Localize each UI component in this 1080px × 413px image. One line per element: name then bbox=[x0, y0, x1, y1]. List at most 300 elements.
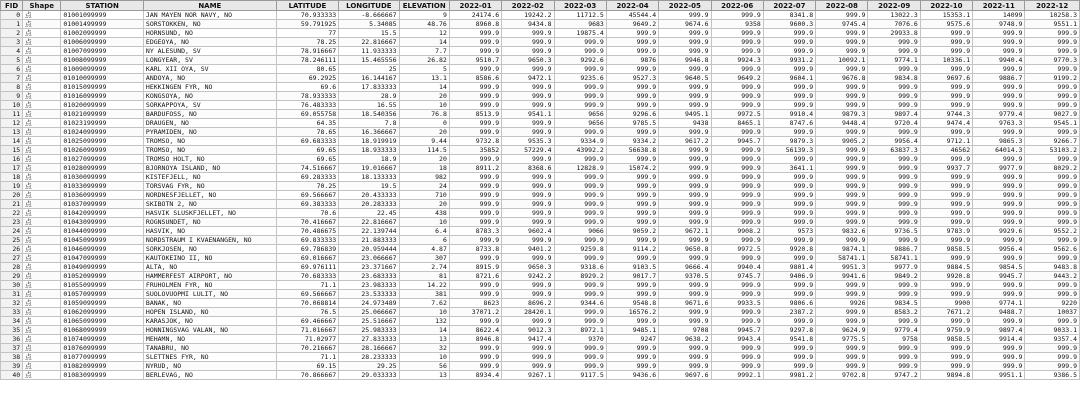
cell-2022-10[interactable]: 999.9 bbox=[920, 200, 972, 209]
cell-station[interactable]: 01052099999 bbox=[61, 272, 144, 281]
cell-2022-07[interactable]: 9806.6 bbox=[763, 299, 815, 308]
cell-2022-07[interactable]: 9920.8 bbox=[763, 245, 815, 254]
cell-2022-05[interactable]: 999.9 bbox=[659, 218, 711, 227]
cell-shape[interactable]: 点 bbox=[23, 272, 61, 281]
cell-2022-03[interactable]: 999.9 bbox=[554, 290, 606, 299]
cell-2022-10[interactable]: 9884.5 bbox=[920, 263, 972, 272]
cell-name[interactable]: FRUHOLMEN FYR, NO bbox=[143, 281, 276, 290]
table-row[interactable] bbox=[1, 137, 1080, 146]
cell-2022-12[interactable]: 999.9 bbox=[1025, 281, 1080, 290]
cell-2022-04[interactable]: 9103.5 bbox=[606, 263, 658, 272]
cell-elevation[interactable]: 12 bbox=[399, 29, 449, 38]
cell-2022-07[interactable]: 999.9 bbox=[763, 218, 815, 227]
cell-2022-01[interactable]: 8733.8 bbox=[449, 245, 501, 254]
cell-longitude[interactable]: 11.933333 bbox=[339, 47, 399, 56]
cell-2022-01[interactable]: 999.9 bbox=[449, 38, 501, 47]
cell-station[interactable]: 01036099999 bbox=[61, 191, 144, 200]
cell-elevation[interactable]: 9 bbox=[399, 11, 449, 20]
cell-2022-04[interactable]: 999.9 bbox=[606, 191, 658, 200]
cell-elevation[interactable]: 14 bbox=[399, 326, 449, 335]
cell-2022-02[interactable]: 999.9 bbox=[502, 290, 554, 299]
cell-2022-03[interactable]: 9656 bbox=[554, 110, 606, 119]
cell-name[interactable]: SORKJOSEN, NO bbox=[143, 245, 276, 254]
cell-fid[interactable]: 3 bbox=[1, 38, 23, 47]
cell-2022-10[interactable]: 999.9 bbox=[920, 344, 972, 353]
cell-2022-12[interactable]: 999.9 bbox=[1025, 38, 1080, 47]
cell-2022-05[interactable]: 999.9 bbox=[659, 11, 711, 20]
cell-2022-09[interactable]: 999.9 bbox=[868, 38, 920, 47]
cell-2022-08[interactable]: 9874.1 bbox=[816, 245, 868, 254]
cell-station[interactable]: 01062099999 bbox=[61, 308, 144, 317]
cell-name[interactable]: KAUTOKEINO II, NO bbox=[143, 254, 276, 263]
cell-2022-05[interactable]: 999.9 bbox=[659, 164, 711, 173]
cell-2022-12[interactable]: 999.9 bbox=[1025, 362, 1080, 371]
cell-2022-05[interactable]: 999.9 bbox=[659, 281, 711, 290]
cell-2022-01[interactable]: 8623 bbox=[449, 299, 501, 308]
cell-2022-01[interactable]: 8934.4 bbox=[449, 371, 501, 380]
cell-elevation[interactable]: 13 bbox=[399, 371, 449, 380]
cell-2022-05[interactable]: 9650.8 bbox=[659, 245, 711, 254]
cell-station[interactable]: 01021099999 bbox=[61, 110, 144, 119]
cell-elevation[interactable]: 81 bbox=[399, 272, 449, 281]
cell-2022-06[interactable]: 9940.4 bbox=[711, 263, 763, 272]
cell-2022-02[interactable]: 999.9 bbox=[502, 173, 554, 182]
cell-2022-07[interactable]: 9573 bbox=[763, 227, 815, 236]
table-row[interactable] bbox=[1, 155, 1080, 164]
cell-2022-02[interactable]: 999.9 bbox=[502, 236, 554, 245]
cell-elevation[interactable]: 7.7 bbox=[399, 47, 449, 56]
cell-2022-04[interactable]: 999.9 bbox=[606, 317, 658, 326]
cell-2022-07[interactable]: 999.9 bbox=[763, 281, 815, 290]
cell-2022-11[interactable]: 999.9 bbox=[973, 101, 1025, 110]
cell-name[interactable]: EDGEOYA, NO bbox=[143, 38, 276, 47]
cell-latitude[interactable]: 69.466667 bbox=[276, 317, 338, 326]
cell-2022-06[interactable]: 999.9 bbox=[711, 344, 763, 353]
cell-station[interactable]: 01024099999 bbox=[61, 128, 144, 137]
cell-station[interactable]: 01047099999 bbox=[61, 254, 144, 263]
cell-2022-11[interactable]: 999.9 bbox=[973, 83, 1025, 92]
cell-elevation[interactable]: 5 bbox=[399, 65, 449, 74]
cell-2022-05[interactable]: 999.9 bbox=[659, 92, 711, 101]
cell-elevation[interactable]: 982 bbox=[399, 173, 449, 182]
cell-2022-06[interactable]: 999.9 bbox=[711, 47, 763, 56]
cell-2022-07[interactable]: 9406.9 bbox=[763, 272, 815, 281]
cell-2022-01[interactable]: 9732.8 bbox=[449, 137, 501, 146]
cell-2022-01[interactable]: 24174.6 bbox=[449, 11, 501, 20]
cell-shape[interactable]: 点 bbox=[23, 110, 61, 119]
cell-2022-10[interactable]: 9937.7 bbox=[920, 164, 972, 173]
cell-2022-07[interactable]: 56139.3 bbox=[763, 146, 815, 155]
cell-2022-08[interactable]: 999.9 bbox=[816, 209, 868, 218]
cell-station[interactable]: 01042099999 bbox=[61, 209, 144, 218]
cell-2022-12[interactable]: 999.9 bbox=[1025, 128, 1080, 137]
cell-elevation[interactable]: 10 bbox=[399, 101, 449, 110]
cell-2022-08[interactable]: 9879.3 bbox=[816, 110, 868, 119]
cell-2022-03[interactable]: 12828.9 bbox=[554, 164, 606, 173]
cell-2022-02[interactable]: 999.9 bbox=[502, 38, 554, 47]
cell-name[interactable]: BANAK, NO bbox=[143, 299, 276, 308]
cell-2022-10[interactable]: 999.9 bbox=[920, 254, 972, 263]
cell-longitude[interactable]: 18.933333 bbox=[339, 146, 399, 155]
cell-fid[interactable]: 37 bbox=[1, 344, 23, 353]
cell-station[interactable]: 01028099999 bbox=[61, 164, 144, 173]
cell-shape[interactable]: 点 bbox=[23, 29, 61, 38]
cell-2022-04[interactable]: 9876 bbox=[606, 56, 658, 65]
cell-2022-08[interactable]: 999.9 bbox=[816, 173, 868, 182]
cell-2022-08[interactable]: 999.9 bbox=[816, 83, 868, 92]
cell-2022-12[interactable]: 999.9 bbox=[1025, 47, 1080, 56]
cell-latitude[interactable]: 71.1 bbox=[276, 281, 338, 290]
cell-elevation[interactable]: 20 bbox=[399, 128, 449, 137]
cell-elevation[interactable]: 26.82 bbox=[399, 56, 449, 65]
cell-2022-10[interactable]: 46562 bbox=[920, 146, 972, 155]
cell-latitude[interactable]: 69.383333 bbox=[276, 200, 338, 209]
cell-2022-06[interactable]: 999.9 bbox=[711, 182, 763, 191]
column-header-2022-10[interactable]: 2022-10 bbox=[920, 1, 972, 11]
cell-2022-03[interactable]: 9318.6 bbox=[554, 263, 606, 272]
cell-2022-05[interactable]: 999.9 bbox=[659, 38, 711, 47]
cell-fid[interactable]: 39 bbox=[1, 362, 23, 371]
cell-2022-08[interactable]: 999.9 bbox=[816, 11, 868, 20]
cell-2022-07[interactable]: 999.9 bbox=[763, 38, 815, 47]
cell-station[interactable]: 01055099999 bbox=[61, 281, 144, 290]
cell-longitude[interactable]: 18.133333 bbox=[339, 173, 399, 182]
cell-station[interactable]: 01016099999 bbox=[61, 92, 144, 101]
cell-2022-11[interactable]: 64014.3 bbox=[973, 146, 1025, 155]
table-row[interactable] bbox=[1, 209, 1080, 218]
table-row[interactable] bbox=[1, 164, 1080, 173]
cell-2022-02[interactable]: 19242.2 bbox=[502, 11, 554, 20]
cell-2022-04[interactable]: 999.9 bbox=[606, 155, 658, 164]
cell-2022-12[interactable]: 999.9 bbox=[1025, 218, 1080, 227]
cell-2022-11[interactable]: 999.9 bbox=[973, 362, 1025, 371]
cell-longitude[interactable]: 22.139744 bbox=[339, 227, 399, 236]
cell-2022-06[interactable]: 999.9 bbox=[711, 353, 763, 362]
cell-2022-02[interactable]: 9401.2 bbox=[502, 245, 554, 254]
cell-elevation[interactable]: 14 bbox=[399, 83, 449, 92]
cell-2022-01[interactable]: 999.9 bbox=[449, 128, 501, 137]
cell-2022-07[interactable]: 999.9 bbox=[763, 182, 815, 191]
column-header-fid[interactable]: FID bbox=[1, 1, 23, 11]
cell-2022-06[interactable]: 999.9 bbox=[711, 254, 763, 263]
cell-2022-09[interactable]: 999.9 bbox=[868, 362, 920, 371]
cell-fid[interactable]: 40 bbox=[1, 371, 23, 380]
cell-2022-09[interactable]: 999.9 bbox=[868, 236, 920, 245]
cell-name[interactable]: MEHAMN, NO bbox=[143, 335, 276, 344]
cell-fid[interactable]: 30 bbox=[1, 281, 23, 290]
cell-2022-06[interactable]: 999.9 bbox=[711, 362, 763, 371]
cell-2022-05[interactable]: 999.9 bbox=[659, 362, 711, 371]
cell-2022-06[interactable]: 999.9 bbox=[711, 146, 763, 155]
table-row[interactable] bbox=[1, 299, 1080, 308]
cell-2022-10[interactable]: 9894.8 bbox=[920, 371, 972, 380]
cell-fid[interactable]: 26 bbox=[1, 245, 23, 254]
cell-fid[interactable]: 25 bbox=[1, 236, 23, 245]
cell-longitude[interactable]: 29.25 bbox=[339, 362, 399, 371]
cell-2022-09[interactable]: 9720.4 bbox=[868, 119, 920, 128]
cell-2022-10[interactable]: 999.9 bbox=[920, 209, 972, 218]
cell-2022-02[interactable]: 8368.6 bbox=[502, 164, 554, 173]
cell-shape[interactable]: 点 bbox=[23, 335, 61, 344]
cell-elevation[interactable]: 9.44 bbox=[399, 137, 449, 146]
cell-2022-07[interactable]: 8341.8 bbox=[763, 11, 815, 20]
cell-elevation[interactable]: 132 bbox=[399, 317, 449, 326]
cell-2022-06[interactable]: 999.9 bbox=[711, 92, 763, 101]
cell-2022-05[interactable]: 9638.2 bbox=[659, 335, 711, 344]
cell-2022-08[interactable]: 999.9 bbox=[816, 218, 868, 227]
cell-station[interactable]: 01082099999 bbox=[61, 362, 144, 371]
cell-2022-01[interactable]: 8622.4 bbox=[449, 326, 501, 335]
cell-2022-11[interactable]: 9748.9 bbox=[973, 20, 1025, 29]
cell-fid[interactable]: 22 bbox=[1, 209, 23, 218]
cell-2022-10[interactable]: 9697.6 bbox=[920, 74, 972, 83]
table-row[interactable] bbox=[1, 29, 1080, 38]
cell-2022-03[interactable]: 999.9 bbox=[554, 47, 606, 56]
cell-2022-01[interactable]: 8915.9 bbox=[449, 263, 501, 272]
cell-2022-08[interactable]: 999.9 bbox=[816, 128, 868, 137]
cell-2022-01[interactable]: 999.9 bbox=[449, 182, 501, 191]
cell-2022-06[interactable]: 999.9 bbox=[711, 11, 763, 20]
cell-2022-03[interactable]: 999.9 bbox=[554, 209, 606, 218]
cell-2022-05[interactable]: 9672.1 bbox=[659, 227, 711, 236]
cell-2022-12[interactable]: 999.9 bbox=[1025, 344, 1080, 353]
cell-2022-09[interactable]: 999.9 bbox=[868, 92, 920, 101]
cell-2022-11[interactable]: 9940.4 bbox=[973, 56, 1025, 65]
cell-2022-09[interactable]: 13022.3 bbox=[868, 11, 920, 20]
cell-elevation[interactable]: 10 bbox=[399, 218, 449, 227]
cell-2022-12[interactable]: 9033.1 bbox=[1025, 326, 1080, 335]
cell-2022-06[interactable]: 8465.1 bbox=[711, 119, 763, 128]
cell-2022-04[interactable]: 999.9 bbox=[606, 47, 658, 56]
column-header-2022-07[interactable]: 2022-07 bbox=[763, 1, 815, 11]
column-header-2022-12[interactable]: 2022-12 bbox=[1025, 1, 1080, 11]
cell-2022-04[interactable]: 9785.5 bbox=[606, 119, 658, 128]
cell-2022-06[interactable]: 9908.2 bbox=[711, 227, 763, 236]
cell-name[interactable]: HAMMERFEST AIRPORT, NO bbox=[143, 272, 276, 281]
cell-2022-03[interactable]: 9292.6 bbox=[554, 56, 606, 65]
cell-station[interactable]: 01023199999 bbox=[61, 119, 144, 128]
table-row[interactable] bbox=[1, 110, 1080, 119]
cell-longitude[interactable]: 18.919919 bbox=[339, 137, 399, 146]
cell-2022-08[interactable]: 999.9 bbox=[816, 317, 868, 326]
table-row[interactable] bbox=[1, 290, 1080, 299]
table-row[interactable] bbox=[1, 20, 1080, 29]
cell-2022-10[interactable]: 999.9 bbox=[920, 182, 972, 191]
cell-2022-05[interactable]: 999.9 bbox=[659, 146, 711, 155]
cell-2022-08[interactable]: 9951.3 bbox=[816, 263, 868, 272]
cell-2022-07[interactable]: 999.9 bbox=[763, 317, 815, 326]
cell-station[interactable]: 01015099999 bbox=[61, 83, 144, 92]
cell-2022-08[interactable]: 999.9 bbox=[816, 308, 868, 317]
cell-2022-03[interactable]: 999.9 bbox=[554, 362, 606, 371]
cell-2022-12[interactable]: 9545.1 bbox=[1025, 119, 1080, 128]
cell-2022-10[interactable]: 999.9 bbox=[920, 128, 972, 137]
cell-name[interactable]: BARDUFOSS, NO bbox=[143, 110, 276, 119]
cell-2022-10[interactable]: 9744.3 bbox=[920, 110, 972, 119]
cell-shape[interactable]: 点 bbox=[23, 47, 61, 56]
table-row[interactable] bbox=[1, 371, 1080, 380]
cell-name[interactable]: SORKAPPOYA, SV bbox=[143, 101, 276, 110]
cell-2022-09[interactable]: 9834.5 bbox=[868, 299, 920, 308]
cell-elevation[interactable]: 4.87 bbox=[399, 245, 449, 254]
cell-2022-03[interactable]: 999.9 bbox=[554, 353, 606, 362]
cell-2022-08[interactable]: 999.9 bbox=[816, 236, 868, 245]
cell-2022-11[interactable]: 9774.1 bbox=[973, 299, 1025, 308]
cell-2022-05[interactable]: 9495.1 bbox=[659, 110, 711, 119]
cell-2022-04[interactable]: 45544.4 bbox=[606, 11, 658, 20]
cell-station[interactable]: 01074099999 bbox=[61, 335, 144, 344]
cell-2022-11[interactable]: 999.9 bbox=[973, 38, 1025, 47]
cell-2022-10[interactable]: 9575.6 bbox=[920, 20, 972, 29]
cell-2022-08[interactable]: 999.9 bbox=[816, 362, 868, 371]
cell-2022-03[interactable]: 999.9 bbox=[554, 182, 606, 191]
cell-2022-01[interactable]: 999.9 bbox=[449, 200, 501, 209]
cell-2022-06[interactable]: 999.9 bbox=[711, 128, 763, 137]
cell-latitude[interactable]: 69.566667 bbox=[276, 290, 338, 299]
cell-2022-03[interactable]: 8972.1 bbox=[554, 326, 606, 335]
cell-2022-08[interactable]: 999.9 bbox=[816, 164, 868, 173]
cell-2022-06[interactable]: 999.9 bbox=[711, 236, 763, 245]
cell-2022-11[interactable]: 9779.4 bbox=[973, 110, 1025, 119]
cell-2022-02[interactable]: 9267.1 bbox=[502, 371, 554, 380]
cell-longitude[interactable]: 16.144167 bbox=[339, 74, 399, 83]
cell-2022-07[interactable]: 999.9 bbox=[763, 65, 815, 74]
cell-2022-02[interactable]: 57229.4 bbox=[502, 146, 554, 155]
table-row[interactable] bbox=[1, 317, 1080, 326]
cell-shape[interactable]: 点 bbox=[23, 11, 61, 20]
cell-2022-08[interactable]: 999.9 bbox=[816, 182, 868, 191]
cell-shape[interactable]: 点 bbox=[23, 83, 61, 92]
cell-longitude[interactable]: 27.833333 bbox=[339, 335, 399, 344]
cell-2022-12[interactable]: 8029.2 bbox=[1025, 164, 1080, 173]
cell-2022-04[interactable]: 9527.3 bbox=[606, 74, 658, 83]
cell-2022-02[interactable]: 999.9 bbox=[502, 83, 554, 92]
cell-shape[interactable]: 点 bbox=[23, 56, 61, 65]
column-header-elevation[interactable]: ELEVATION bbox=[399, 1, 449, 11]
cell-2022-06[interactable]: 999.9 bbox=[711, 29, 763, 38]
cell-2022-05[interactable]: 999.9 bbox=[659, 209, 711, 218]
cell-fid[interactable]: 1 bbox=[1, 20, 23, 29]
cell-2022-01[interactable]: 999.9 bbox=[449, 317, 501, 326]
cell-2022-12[interactable]: 999.9 bbox=[1025, 191, 1080, 200]
cell-name[interactable]: HASVIK SLUSKFJELLET, NO bbox=[143, 209, 276, 218]
cell-2022-04[interactable]: 9114.2 bbox=[606, 245, 658, 254]
cell-2022-02[interactable]: 999.9 bbox=[502, 29, 554, 38]
cell-2022-04[interactable]: 9485.1 bbox=[606, 326, 658, 335]
cell-2022-06[interactable]: 9972.5 bbox=[711, 245, 763, 254]
cell-shape[interactable]: 点 bbox=[23, 254, 61, 263]
cell-2022-11[interactable]: 999.9 bbox=[973, 47, 1025, 56]
cell-name[interactable]: ANDOYA, NO bbox=[143, 74, 276, 83]
cell-2022-01[interactable]: 999.9 bbox=[449, 362, 501, 371]
table-row[interactable] bbox=[1, 74, 1080, 83]
cell-shape[interactable]: 点 bbox=[23, 191, 61, 200]
cell-latitude[interactable]: 69.566667 bbox=[276, 191, 338, 200]
cell-2022-11[interactable]: 9886.7 bbox=[973, 74, 1025, 83]
cell-2022-01[interactable]: 999.9 bbox=[449, 290, 501, 299]
cell-shape[interactable]: 点 bbox=[23, 308, 61, 317]
cell-2022-10[interactable]: 999.9 bbox=[920, 191, 972, 200]
cell-2022-10[interactable]: 9759.9 bbox=[920, 326, 972, 335]
cell-2022-09[interactable]: 9758 bbox=[868, 335, 920, 344]
cell-2022-08[interactable]: 999.9 bbox=[816, 281, 868, 290]
cell-2022-03[interactable]: 999.9 bbox=[554, 218, 606, 227]
cell-station[interactable]: 01027099999 bbox=[61, 155, 144, 164]
cell-2022-09[interactable]: 999.9 bbox=[868, 173, 920, 182]
cell-2022-06[interactable]: 9945.7 bbox=[711, 326, 763, 335]
cell-elevation[interactable]: 20 bbox=[399, 92, 449, 101]
cell-2022-10[interactable]: 9783.9 bbox=[920, 227, 972, 236]
cell-2022-02[interactable]: 8696.2 bbox=[502, 299, 554, 308]
table-row[interactable] bbox=[1, 245, 1080, 254]
cell-2022-03[interactable]: 999.9 bbox=[554, 317, 606, 326]
cell-elevation[interactable]: 18 bbox=[399, 164, 449, 173]
cell-2022-08[interactable]: 9745.4 bbox=[816, 20, 868, 29]
cell-2022-09[interactable]: 999.9 bbox=[868, 209, 920, 218]
cell-2022-09[interactable]: 9736.5 bbox=[868, 227, 920, 236]
cell-fid[interactable]: 12 bbox=[1, 119, 23, 128]
cell-2022-09[interactable]: 9834.8 bbox=[868, 74, 920, 83]
cell-2022-08[interactable]: 999.9 bbox=[816, 47, 868, 56]
cell-2022-07[interactable]: 9541.8 bbox=[763, 335, 815, 344]
cell-latitude[interactable]: 69.833333 bbox=[276, 236, 338, 245]
column-header-station[interactable]: STATION bbox=[61, 1, 144, 11]
table-row[interactable] bbox=[1, 308, 1080, 317]
cell-2022-07[interactable]: 999.9 bbox=[763, 83, 815, 92]
cell-2022-12[interactable]: 999.9 bbox=[1025, 200, 1080, 209]
cell-2022-01[interactable]: 999.9 bbox=[449, 65, 501, 74]
cell-shape[interactable]: 点 bbox=[23, 38, 61, 47]
cell-2022-01[interactable]: 8721.6 bbox=[449, 272, 501, 281]
cell-shape[interactable]: 点 bbox=[23, 209, 61, 218]
cell-2022-05[interactable]: 999.9 bbox=[659, 254, 711, 263]
cell-2022-02[interactable]: 999.9 bbox=[502, 101, 554, 110]
cell-fid[interactable]: 23 bbox=[1, 218, 23, 227]
cell-2022-12[interactable]: 9357.4 bbox=[1025, 335, 1080, 344]
cell-2022-11[interactable]: 9945.7 bbox=[973, 272, 1025, 281]
cell-latitude[interactable]: 70.866667 bbox=[276, 371, 338, 380]
cell-2022-04[interactable]: 999.9 bbox=[606, 281, 658, 290]
cell-latitude[interactable]: 64.35 bbox=[276, 119, 338, 128]
cell-fid[interactable]: 24 bbox=[1, 227, 23, 236]
cell-fid[interactable]: 0 bbox=[1, 11, 23, 20]
cell-shape[interactable]: 点 bbox=[23, 263, 61, 272]
cell-2022-03[interactable]: 11712.5 bbox=[554, 11, 606, 20]
cell-2022-11[interactable]: 9977.9 bbox=[973, 164, 1025, 173]
cell-2022-10[interactable]: 999.9 bbox=[920, 317, 972, 326]
table-row[interactable] bbox=[1, 11, 1080, 20]
cell-2022-09[interactable]: 999.9 bbox=[868, 200, 920, 209]
cell-fid[interactable]: 13 bbox=[1, 128, 23, 137]
table-row[interactable] bbox=[1, 128, 1080, 137]
cell-station[interactable]: 01006099999 bbox=[61, 38, 144, 47]
cell-longitude[interactable]: 19.016667 bbox=[339, 164, 399, 173]
cell-2022-06[interactable]: 9924.3 bbox=[711, 56, 763, 65]
cell-name[interactable]: HORNSUND, NO bbox=[143, 29, 276, 38]
cell-station[interactable]: 01065099999 bbox=[61, 317, 144, 326]
cell-2022-09[interactable]: 9897.4 bbox=[868, 110, 920, 119]
cell-2022-08[interactable]: 999.9 bbox=[816, 353, 868, 362]
cell-2022-06[interactable]: 9358 bbox=[711, 20, 763, 29]
cell-2022-04[interactable]: 9548.8 bbox=[606, 299, 658, 308]
cell-2022-10[interactable]: 999.9 bbox=[920, 65, 972, 74]
cell-2022-06[interactable]: 9649.2 bbox=[711, 74, 763, 83]
cell-2022-04[interactable]: 999.9 bbox=[606, 92, 658, 101]
cell-2022-09[interactable]: 9779.4 bbox=[868, 326, 920, 335]
cell-fid[interactable]: 36 bbox=[1, 335, 23, 344]
table-row[interactable] bbox=[1, 119, 1080, 128]
cell-2022-04[interactable]: 999.9 bbox=[606, 254, 658, 263]
